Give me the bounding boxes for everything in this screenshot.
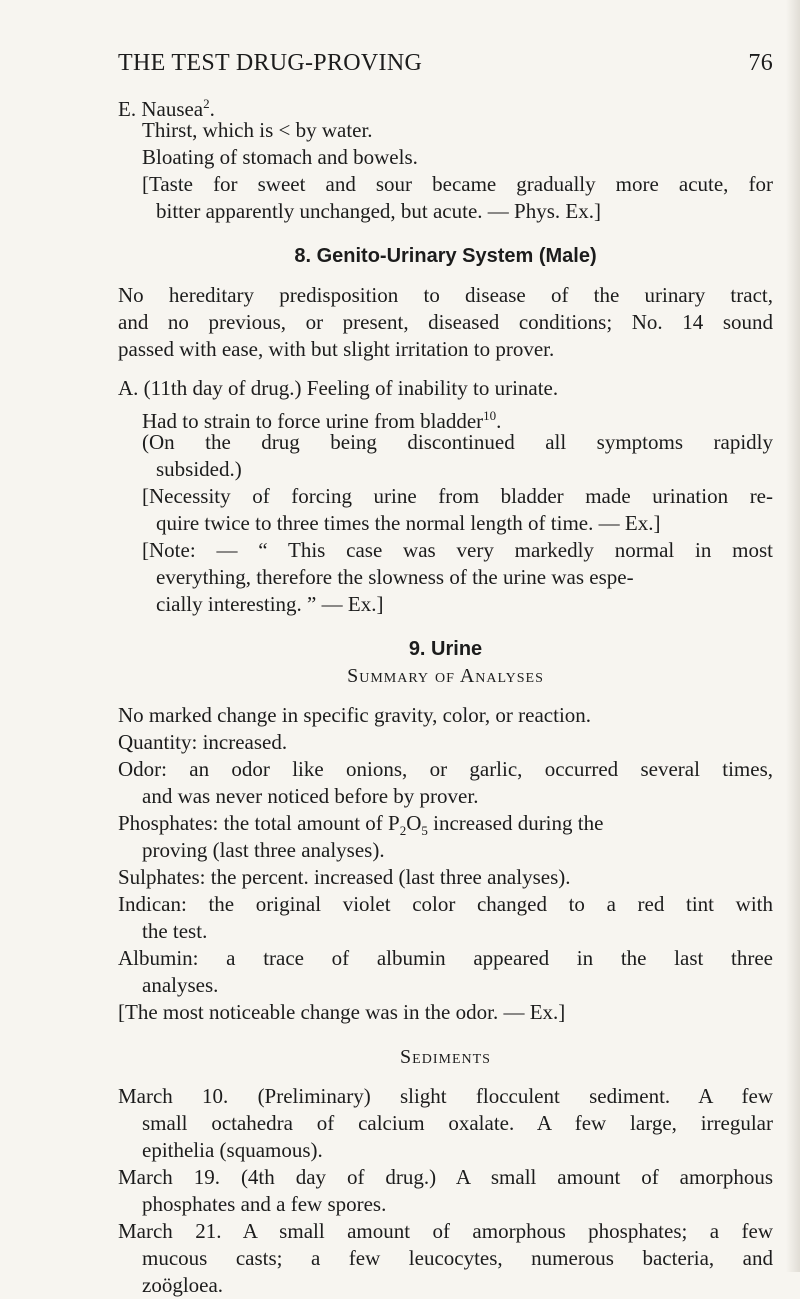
urine-line: Odor: an odor like onions, or garlic, occurred several times, [118,757,773,781]
sediment-line: epithelia (squamous). [142,1138,323,1162]
symptom-a-line: A. (11th day of drug.) Feeling of inability to urinate. [118,376,559,400]
symptom-a-line: Had to strain to force urine from bladder$^{10}$. [142,408,502,433]
symptom-a-line: quire twice to three times the normal length of time. — Ex.] [156,511,661,535]
sediment-line: March 10. (Preliminary) slight flocculent sediment. A few [118,1084,773,1108]
urine-line: and was never noticed before by prover. [142,784,479,808]
paragraph-line: and no previous, or present, diseased conditions; No. 14 sound [118,310,773,334]
urine-line: analyses. [142,973,219,997]
phosphates-line: Phosphates: the total amount of $P_2O_5$ increased during the [118,811,604,839]
text-line: Thirst, which is < by water. [142,118,373,142]
symptom-a-line: cially interesting. ” — Ex.] [156,592,384,616]
sediment-line: phosphates and a few spores. [142,1192,387,1216]
sediments-heading: Sediments [400,1046,491,1068]
urine-line: [The most noticeable change was in the odor. — Ex.] [118,1000,566,1024]
paragraph-line: passed with ease, with but slight irritation to prover. [118,337,555,361]
symptom-a-line: [Note: — “ This case was very markedly normal in most [142,538,773,562]
urine-line: Quantity: increased. [118,730,288,754]
paragraph-line: No hereditary predisposition to disease of the urinary tract, [118,283,773,307]
symptom-a-line: [Necessity of forcing urine from bladder made urination re- [142,484,773,508]
section-8-heading: 8. Genito-Urinary System (Male) [294,245,597,267]
nausea-label: E. Nausea$^2$. [118,96,215,121]
sediment-line: small octahedra of calcium oxalate. A few large, irregular [142,1111,773,1135]
text-line: bitter apparently unchanged, but acute. — Phys. Ex.] [156,199,601,223]
symptom-a-line: (On the drug being discontinued all symptoms rapidly [142,430,773,454]
symptom-a-line: subsided.) [156,457,242,481]
summary-subheading: Summary of Analyses [347,665,544,687]
urine-line: the test. [142,919,208,943]
page-body [118,90,773,1299]
page-edge-shadow [786,0,800,1272]
urine-line: No marked change in specific gravity, color, or reaction. [118,703,592,727]
symptom-a-line: everything, therefore the slowness of the urine was espe- [156,565,634,589]
text-line: [Taste for sweet and sour became gradually more acute, for [142,172,773,196]
urine-line: Albumin: a trace of albumin appeared in the last three [118,946,773,970]
running-head [118,50,773,86]
running-title: THE TEST DRUG-PROVING [118,50,423,76]
urine-line: Indican: the original violet color changed to a red tint with [118,892,773,916]
sediment-line: March 21. A small amount of amorphous phosphates; a few [118,1219,773,1243]
urine-line: proving (last three analyses). [142,838,385,862]
sediment-line: mucous casts; a few leucocytes, numerous bacteria, and [142,1246,773,1270]
page-number: 76 [748,50,773,76]
text-line: Bloating of stomach and bowels. [142,145,418,169]
sediment-line: March 19. (4th day of drug.) A small amount of amorphous [118,1165,773,1189]
urine-line: Sulphates: the percent. increased (last three analyses). [118,865,571,889]
section-9-heading: 9. Urine [408,638,483,660]
sediment-line: zoögloea. [142,1273,224,1297]
